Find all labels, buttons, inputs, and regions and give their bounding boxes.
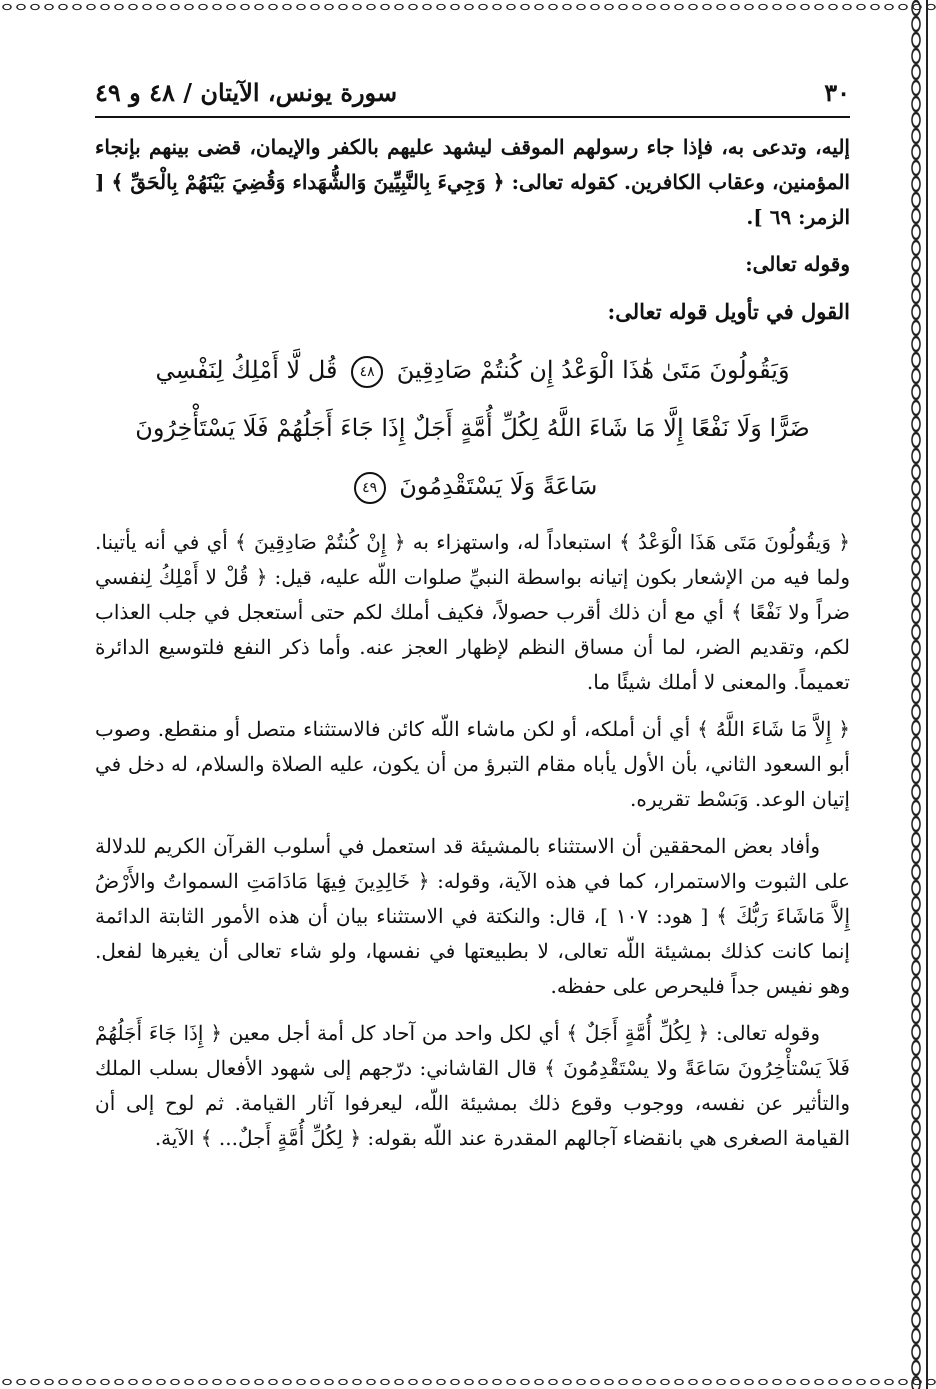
- verse-line: [115, 457, 830, 515]
- header-rule: [95, 116, 850, 118]
- paragraph-commentary-1: ﴿ وَيقُولُونَ مَتَى هَذَا الْوَعْدُ ﴾ استبعاداً له، واستهزاء به ﴿ إِنْ كُنتُمْ صَادِقِينَ ﴾ أي في أنه يأتينا. ولما فيه من الإشعار بكون إتيانه بواسطة النبيِّ صلوات اللّه عليه، قيل: ﴿ قُلْ لا أَمْلِكُ لِنفسي ضراً ولا نَفْعًا ﴾ أي مع أن ذلك أقرب حصولاً، فكيف أملك لكم حتى أستعجل في جلب العذاب لكم، وتقديم الضر، لما أن مساق النظم لإظهار العجز عنه. وأما ذكر النفع فلتوسيع الدائرة تعميماً. والمعنى لا أملك شيئًا ما.: [95, 530, 850, 694]
- page-header: [95, 66, 850, 118]
- verse-text: وَيَقُولُونَ مَتَىٰ هَٰذَا الْوَعْدُ إِن كُنتُمْ صَادِقِينَ: [396, 356, 790, 384]
- verse-text: ضَرًّا وَلَا نَفْعًا إِلَّا مَا شَاءَ اللَّهُ لِكُلِّ أُمَّةٍ أَجَلٌ إِذَا جَاءَ أَجَلُهُمْ فَلَا يَسْتَأْخِرُونَ: [135, 414, 810, 442]
- paragraph-commentary-3: وأفاد بعض المحققين أن الاستثناء بالمشيئة قد استعمل في أسلوب القرآن الكريم للدلالة على الثبوت والاستمرار، كما في هذه الآية، وقوله: ﴿ خَالِدِينَ فِيهَا مَادَامَتِ السمواتُ والأَرْضُ إِلاَّ مَاشَاءَ رَبُّكَ ﴾ [ هود: ١٠٧ ]، قال: والنكتة في الاستثناء بيان أن هذه الأمور الثابتة الدائمة إنما كانت كذلك بمشيئة اللّه تعالى، لا بطبيعتها في نفسها، ولو شاء تعالى أن يغيرها لفعل. وهو نفيس جداً فليحرص على حفظه.: [95, 834, 850, 998]
- decorative-border-bottom: [0, 1375, 936, 1389]
- verse-text: قُل لَّا أَمْلِكُ لِنَفْسِي: [155, 356, 338, 384]
- decorative-border-right: [908, 0, 924, 1389]
- page-number: ٣٠: [824, 77, 850, 107]
- verse-line: [115, 341, 830, 399]
- ayah-number-marker: ٤٩: [354, 472, 386, 504]
- verse-text: سَاعَةً وَلَا يَسْتَقْدِمُونَ: [399, 472, 598, 500]
- decorative-border-top: [0, 0, 936, 14]
- border-right-line: [926, 0, 928, 1389]
- page-content: [95, 130, 850, 1168]
- paragraph-commentary-2: ﴿ إِلاَّ مَا شَاءَ اللَّهُ ﴾ أي أن أملكه، أو لكن ماشاء اللّه كائن فالاستثناء متصل أو منقطع. وصوب أبو السعود الثاني، بأن الأول يأباه مقام التبرؤ من أن يكون، عليه الصلاة والسلام، له دخل في إتيان الوعد. وَبَسْط تقريره.: [95, 717, 850, 811]
- ayah-number-marker: ٤٨: [351, 356, 383, 388]
- paragraph-commentary-4: وقوله تعالى: ﴿ لِكُلِّ أُمَّةٍ أَجَلٌ ﴾ أي لكل واحد من آحاد كل أمة أجل معين ﴿ إِذَا جَاءَ أَجَلُهُمْ فَلاَ يَسْتأْخِرُونَ سَاعَةً ولا يسْتَقْدِمُونَ ﴾ قال القاشاني: درّجهم إلى شهود الأفعال بسلب الملك والتأثير عن نفسه، ووجوب وقوع ذلك بمشيئة اللّه، ليعرفوا آثار القيامة. ثم لوح إلى أن القيامة الصغرى هي بانقضاء آجالهم المقدرة عند اللّه بقوله: ﴿ لِكُلِّ أُمَّةٍ أَجلٌ... ﴾ الآية.: [95, 1021, 850, 1150]
- section-heading: القول في تأويل قوله تعالى:: [607, 299, 850, 324]
- quran-verse-block: [115, 341, 830, 515]
- verse-line: [115, 399, 830, 457]
- page-title: سورة يونس، الآيتان / ٤٨ و ٤٩: [95, 77, 398, 107]
- paragraph-intro: إليه، وتدعى به، فإذا جاء رسولهم الموقف ليشهد عليهم بالكفر والإيمان، قضى بينهم بإنجاء المؤمنين، وعقاب الكافرين. كقوله تعالى: ﴿ وَجِيءَ بِالنَّبِيِّينَ وَالشُّهَداء وَقُضِيَ بَيْنَهُمْ بِالْحَقِّ ﴾ [ الزمر: ٦٩ ].: [95, 135, 850, 229]
- paragraph-lead: وقوله تعالى:: [745, 252, 850, 276]
